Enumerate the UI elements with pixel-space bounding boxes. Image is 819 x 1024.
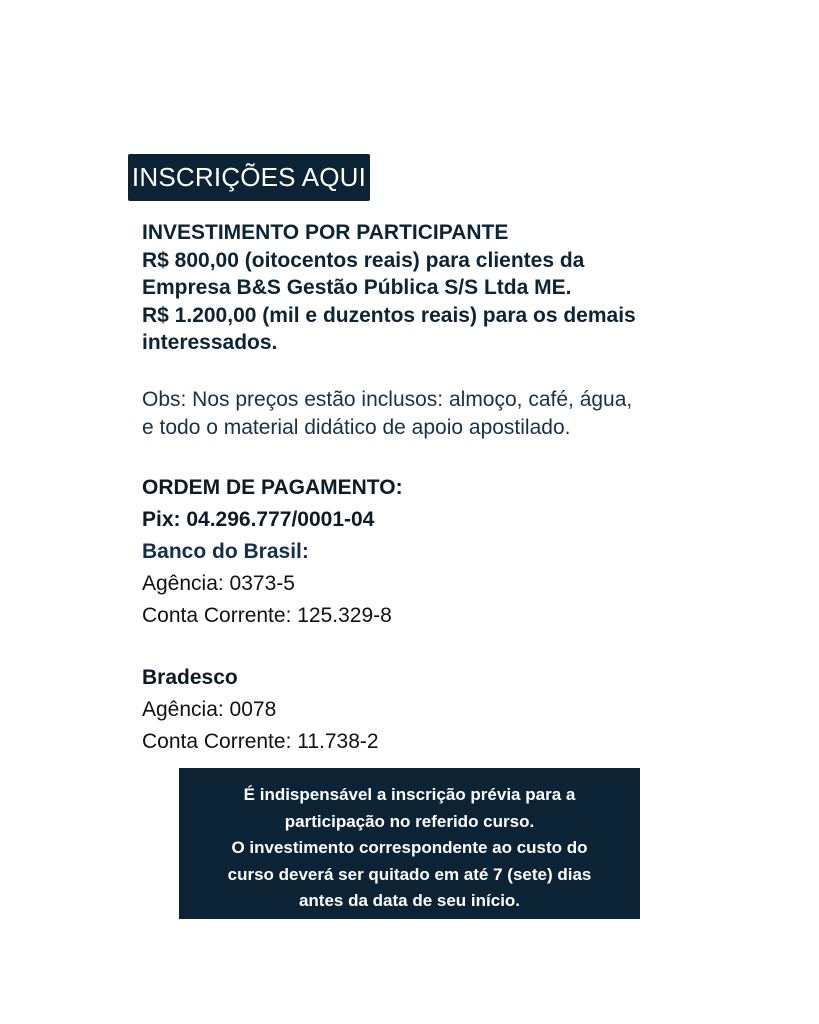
notice-line: O investimento correspondente ao custo do	[231, 838, 588, 857]
registration-button[interactable]: INSCRIÇÕES AQUI	[128, 154, 370, 201]
observation-line: Obs: Nos preços estão inclusos: almoço, café, água,	[142, 387, 633, 411]
investment-line: Empresa B&S Gestão Pública S/S Ltda ME.	[142, 276, 572, 299]
bank-name-bradesco: Bradesco	[142, 665, 238, 689]
notice-line: participação no referido curso.	[284, 811, 535, 831]
bradesco-agency: Agência: 0078	[142, 697, 277, 721]
notice-line: curso deverá ser quitado em até 7 (sete) dias	[227, 864, 592, 884]
notice-line: É indispensável a inscrição prévia para a	[243, 785, 576, 804]
bank-name-bb: Banco do Brasil:	[142, 539, 309, 563]
observation-section	[142, 386, 702, 442]
bradesco-section	[142, 662, 702, 758]
investment-heading: INVESTIMENTO POR PARTICIPANTE	[142, 221, 509, 244]
investment-line: R$ 800,00 (oitocentos reais) para clientes da	[142, 248, 585, 272]
notice-box	[179, 768, 640, 919]
payment-heading: ORDEM DE PAGAMENTO:	[142, 475, 403, 499]
content-body	[142, 219, 702, 758]
payment-section	[142, 472, 702, 632]
observation-line: e todo o material didático de apoio apostilado.	[142, 415, 571, 439]
investment-section	[142, 219, 702, 357]
notice-line: antes da data de seu início.	[298, 891, 521, 910]
investment-line: interessados.	[142, 331, 278, 354]
bb-account: Conta Corrente: 125.329-8	[142, 603, 392, 627]
bb-agency: Agência: 0373-5	[142, 571, 295, 595]
bradesco-account: Conta Corrente: 11.738-2	[142, 729, 379, 753]
pix-key: Pix: 04.296.777/0001-04	[142, 507, 375, 531]
investment-line: R$ 1.200,00 (mil e duzentos reais) para os demais	[142, 303, 636, 327]
